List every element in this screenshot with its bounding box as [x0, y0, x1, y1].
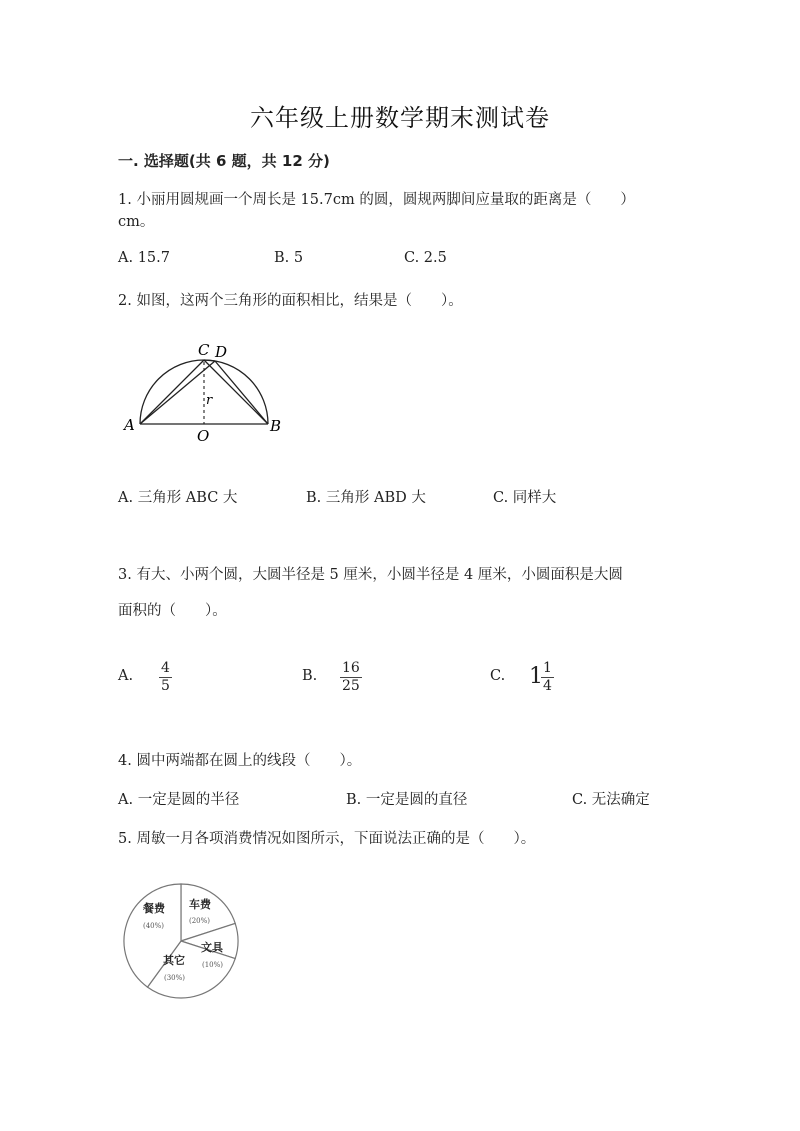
q3-option-b-label[interactable]: B. — [302, 668, 318, 684]
q1-option-c[interactable]: C. 2.5 — [404, 250, 447, 266]
q3-c-denominator: 4 — [543, 678, 552, 694]
q3-a-numerator: 4 — [161, 660, 170, 676]
q3-option-a-fraction — [159, 661, 172, 694]
q2-option-a[interactable]: A. 三角形 ABC 大 — [118, 490, 238, 506]
semicircle-triangles-figure — [118, 336, 298, 446]
question-2-text: 2. 如图，这两个三角形的面积相比，结果是（ ）。 — [118, 293, 463, 309]
label-r: r — [206, 393, 213, 408]
label-d: D — [215, 343, 228, 361]
pie-label-canfei: 餐费 — [143, 902, 165, 915]
question-3-text: 3. 有大、小两个圆，大圆半径是 5 厘米，小圆半径是 4 厘米，小圆面积是大圆 — [118, 567, 623, 583]
question-4-text: 4. 圆中两端都在圆上的线段（ ）。 — [118, 753, 362, 769]
label-b: B — [270, 417, 282, 435]
q3-b-denominator: 25 — [342, 678, 360, 694]
pie-label-wenju: 文具 — [201, 941, 223, 954]
q3-c-numerator: 1 — [543, 660, 552, 676]
q3-option-c-label[interactable]: C. — [490, 668, 506, 684]
pie-label-qita: 其它 — [163, 954, 185, 967]
pie-pct-chefei: (20%) — [189, 917, 211, 925]
q3-b-numerator: 16 — [342, 660, 360, 676]
q3-option-c-fraction — [541, 661, 554, 694]
label-c: C — [198, 341, 210, 359]
expense-pie-chart — [118, 878, 244, 1004]
q3-option-a-label[interactable]: A. — [118, 668, 134, 684]
question-1-text-cont: cm。 — [118, 214, 155, 230]
question-3-text-cont: 面积的（ ）。 — [118, 603, 227, 619]
page-title: 六年级上册数学期末测试卷 — [250, 104, 550, 132]
q2-option-c[interactable]: C. 同样大 — [493, 490, 557, 506]
q4-option-a[interactable]: A. 一定是圆的半径 — [118, 792, 240, 808]
q4-option-b[interactable]: B. 一定是圆的直径 — [346, 792, 468, 808]
pie-label-chefei: 车费 — [189, 898, 211, 911]
pie-pct-canfei: (40%) — [143, 922, 165, 930]
question-5-text: 5. 周敏一月各项消费情况如图所示，下面说法正确的是（ ）。 — [118, 831, 536, 847]
q3-option-b-fraction — [340, 661, 362, 694]
q1-option-b[interactable]: B. 5 — [274, 250, 304, 266]
q3-a-denominator: 5 — [161, 678, 170, 694]
label-o: O — [197, 427, 210, 445]
pie-pct-qita: (30%) — [164, 974, 186, 982]
q2-option-b[interactable]: B. 三角形 ABD 大 — [306, 490, 426, 506]
segment-ac — [140, 360, 204, 424]
q4-option-c[interactable]: C. 无法确定 — [572, 792, 650, 808]
label-a: A — [124, 416, 135, 434]
pie-pct-wenju: (10%) — [202, 961, 224, 969]
question-1-text: 1. 小丽用圆规画一个周长是 15.7cm 的圆，圆规两脚间应量取的距离是（ ） — [118, 192, 635, 208]
q3-c-whole: 1 — [529, 664, 543, 689]
segment-cb — [204, 360, 268, 424]
q1-option-a[interactable]: A. 15.7 — [118, 250, 170, 266]
section-heading: 一. 选择题(共 6 题，共 12 分) — [118, 152, 330, 170]
